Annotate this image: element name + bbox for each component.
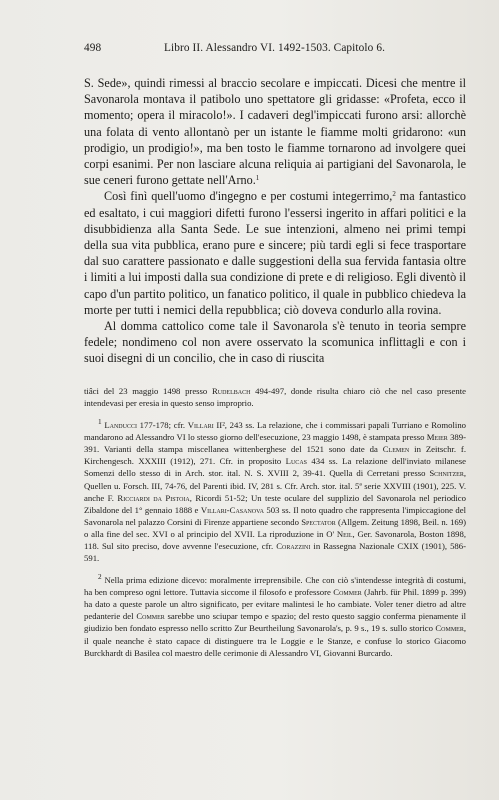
footnote-2 xyxy=(84,571,466,659)
author-name: Villari-Casanova xyxy=(200,504,265,515)
footnote-text: 177-178; cfr. xyxy=(136,420,188,431)
paragraph-2 xyxy=(84,188,466,318)
author-name: Commer xyxy=(136,611,165,622)
footnote-continuation xyxy=(84,385,466,409)
footnote-number: 1 xyxy=(98,418,102,427)
author-name: Spectator xyxy=(301,516,336,527)
footnote-text: Nella prima edizione dicevo: moralmente irreprensibile. Che con ciò s'intendesse integrità di costumi, ha ben compreso ogni lettore. Tuttavia siccome il filosofo e professore xyxy=(84,575,466,598)
footnote-text: 494-497, donde risulta chiaro ciò che nel caso presente intendevasi per eresia in questo senso improprio. xyxy=(84,386,466,409)
author-name: Clemen xyxy=(382,444,410,455)
paragraph-3 xyxy=(84,318,466,367)
footnote-ref-1: 1 xyxy=(255,174,260,183)
author-name: Ricciardi da Pistoia xyxy=(117,492,190,503)
footnote-number: 2 xyxy=(98,573,102,582)
author-name: Commer xyxy=(435,623,464,634)
main-text xyxy=(84,75,466,367)
footnote-text: II², 243 ss. La relazione, che i commissari papali Turriano e Romolino mandarono ad Alessandro VI lo stesso giorno dell'esecuzione, 23 maggio 1498, è stampata presso xyxy=(84,420,467,443)
footnote-ref-2: 2 xyxy=(392,190,396,199)
paragraph-1 xyxy=(84,75,466,188)
author-name: Schnitzer xyxy=(429,468,464,479)
footnote-text: in Rassegna Nazionale CXIX (1901), 586-591. xyxy=(84,541,466,564)
footnote-text: (Jahrb. für Phil. 1899 p. 399) ha dato a queste parole un altro significato, per evitare malintesi le ho cambiate. Voler tener dietro ad altre pedanterie del xyxy=(84,587,466,622)
footnote-text: 389-391. Varianti della stampa miscellanea wittenberghese del 1521 sono date da xyxy=(84,432,466,455)
paragraph-3-text: Al domma cattolico come tale il Savonarola s'è tenuto in teoria sempre fedele; nondimeno col non avere osservato la scomunica inflittagli e con i suoi disegni di un concilio, che in caso di riuscita xyxy=(84,319,466,366)
author-name: Neil xyxy=(336,528,353,539)
author-name: Lucas xyxy=(285,456,307,467)
footnote-text: , il quale neanche è stato capace di distinguere tra le Loggie e le Stanze, e confuse lo storico Giacomo Burckhardt di Basilea col maestro delle cerimonie di Alessandro VI, Giovanni Burcardo. xyxy=(84,623,466,658)
paragraph-2-text-b: ma fantastico ed esaltato, i cui maggiori difetti furono l'essersi ingerito in affari politici e la disubbidienza alla Santa Sede. Le sue intenzioni, almeno nei primi tempi della sua vita pubblica, erano pure e sincere; più tardi egli si fece trasportare dal suo carattere passionato e dalle suggestioni della sua fervida fantasia oltre i limiti a lui imposti dalla sua condizione di prete e di religioso. Egli diventò il capo d'un partito politico, un fanatico politico, il quale in pubblico chiedeva la morte per tutti i nemici della repubblica; ciò doveva condurlo alla rovina. xyxy=(84,189,467,317)
author-name: Villari xyxy=(187,420,214,431)
footnote-text: 434 ss. La relazione dell'inviato milanese Somenzi dello stesso di in Arch. stor. ital. N. S. XVIII 2, 39-41. Quella di Cerretani presso xyxy=(84,456,466,479)
footnote-text: (Allgem. Zeitung 1898, Beil. n. 169) o alla fine del sec. XVI o al principio del XVII. La riproduzione in O' xyxy=(84,516,467,539)
page-header xyxy=(84,42,469,56)
footnote-text: tiâci del 23 maggio 1498 presso xyxy=(84,386,212,396)
paragraph-1-text: S. Sede», quindi rimessi al braccio secolare e impiccati. Dicesi che mentre il Savonarola montava il patibolo uno spettatore gli gridasse: «Profeta, ecco il momento; opera il miracolo!». I cadaveri degl'impiccati furono arsi: allorchè una folata di vento allontanò per un istante le fiamme molti gridarono: «un prodigio, un prodigio!», ma ben tosto le fiamme tornarono ad involgere quei corpi esanimi. Per non lasciare alcuna reliquia ai partigiani del Savonarola, le sue ceneri furono gettate nell'Arno. xyxy=(84,76,466,188)
author-name: Commer xyxy=(333,587,362,598)
footnote-text: , Quellen u. Forsch. III, 74-76, del Parenti ibid. IV, 281 s. Cfr. Arch. stor. ital. 5ª serie XXVIII (1901), 225. V. anche F. xyxy=(84,468,466,503)
paragraph-2-text-a: Così finì quell'uomo d'ingegno e per costumi integerrimo, xyxy=(104,189,393,204)
author-name: Rudelbach xyxy=(211,386,251,396)
footnote-text: , Ger. Savonarola, Boston 1898, 118. Sul sito preciso, dove avvenne l'esecuzione, cfr. xyxy=(84,528,467,552)
page-number: 498 xyxy=(84,42,102,54)
footnote-1 xyxy=(84,416,466,564)
footnote-text: 503 ss. Il noto quadro che rappresenta l'impiccagione del Savonarola nel palazzo Corsini di Firenze appartiene secondo xyxy=(84,504,466,527)
footnotes xyxy=(84,385,466,659)
footnote-text: , Ricordi 51-52; Un teste oculare del supplizio del Savonarola nel periodico Zibaldone del 1° gennaio 1888 e xyxy=(84,492,466,515)
author-name: Meier xyxy=(426,432,448,443)
running-title: Libro II. Alessandro VI. 1492-1503. Capitolo 6. xyxy=(164,42,385,54)
author-name: Corazzini xyxy=(276,541,311,552)
footnote-text: in Zeitschr. f. Kirchengesch. XXXIII (1912), 271. Cfr. in proposito xyxy=(84,444,466,467)
author-name: Landucci xyxy=(104,420,137,431)
footnote-text: sarebbe uno sciupar tempo e spazio; del resto questo saggio conferma pienamente il giudizio ben fondato espresso nello scritto Zur Beurtheilung Savonarola's, p. 9 s., 19 s. sullo storico xyxy=(84,611,466,634)
